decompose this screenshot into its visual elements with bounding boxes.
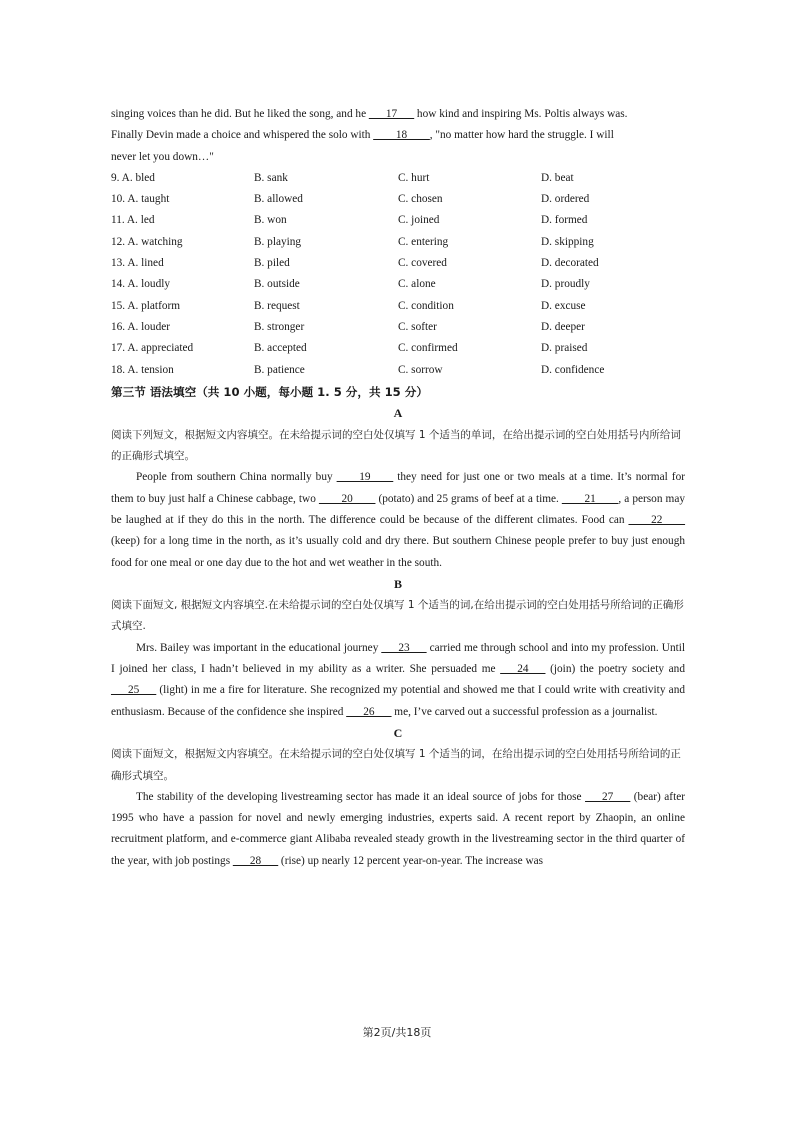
passage-text: , a person may be laughed at if they do this in the north. The difference could be because of the different climates. Food can xyxy=(111,492,685,526)
option-cell: 14. A. loudly xyxy=(111,278,170,291)
option-row xyxy=(111,189,685,210)
option-row xyxy=(111,232,685,253)
option-cell: D. formed xyxy=(541,214,588,227)
option-cell: B. allowed xyxy=(254,193,303,206)
passage-text: carried me through school and into my profession. Until I joined her class, I hadn’t believed in my ability as a writer. She persuaded me xyxy=(111,641,686,676)
option-cell: 11. A. led xyxy=(111,214,155,227)
passage-text: (bear) after 1995 who have a passion for novel and newly emerging industries, experts said. A recent report by Zhaopin, an online recruitment platform, and e-commerce giant Alibaba revealed steady growth in the livestreaming sector in the third quarter of the year, with job postings xyxy=(111,790,685,867)
option-cell: D. confidence xyxy=(541,363,605,376)
passage-text: The stability of the developing livestreaming sector has made it an ideal source of jobs for those xyxy=(136,790,586,803)
passage-b-text xyxy=(111,638,685,723)
option-cell: 13. A. lined xyxy=(111,257,164,270)
intro-line-2 xyxy=(111,125,685,146)
option-cell: B. request xyxy=(254,299,300,312)
option-cell: D. praised xyxy=(541,342,588,355)
option-cell: C. alone xyxy=(398,278,436,291)
intro-text: Finally Devin made a choice and whispered the solo with xyxy=(111,129,374,142)
option-cell: 15. A. platform xyxy=(111,299,181,312)
option-row xyxy=(111,168,685,189)
passage-a-text xyxy=(111,467,685,573)
passage-text: People from southern China normally buy xyxy=(136,471,337,484)
option-cell: C. softer xyxy=(398,320,437,333)
blank-25[interactable]: ___25___ xyxy=(111,684,157,697)
passage-text: (rise) up nearly 12 percent year-on-year. The increase was xyxy=(278,854,544,867)
option-cell: C. condition xyxy=(398,299,454,312)
option-cell: B. playing xyxy=(254,235,302,248)
blank-26[interactable]: ___26___ xyxy=(346,705,392,718)
passage-text: (light) in me a fire for literature. She recognized my potential and showed me that I could write with creativity and enthusiasm. Because of the confidence she inspired xyxy=(111,684,685,718)
blank-27[interactable]: ___27___ xyxy=(585,790,631,803)
option-row xyxy=(111,253,685,274)
passage-c-label: C xyxy=(393,725,403,740)
intro-line-1 xyxy=(111,104,685,125)
passage-b-instructions: 阅读下面短文, 根据短文内容填空.在未给提示词的空白处仅填写 1 个适当的词,在给出提示词的空白处用括号所给词的正确形式填空. xyxy=(111,599,684,633)
passage-a-label: A xyxy=(393,406,403,421)
option-cell: C. chosen xyxy=(398,193,443,206)
option-cell: B. stronger xyxy=(254,320,305,333)
passage-c-instructions: 阅读下面短文，根据短文内容填空。在未给提示词的空白处仅填写 1 个适当的词，在给出提示词的空白处用括号所给词的正确形式填空。 xyxy=(111,748,681,782)
option-cell: C. confirmed xyxy=(398,342,458,355)
passage-text: they need for just one or two meals at a time. It’s normal for them to buy just half a Chinese cabbage, two xyxy=(111,471,685,505)
option-cell: C. hurt xyxy=(398,171,430,184)
intro-text: how kind and inspiring Ms. Poltis always was. xyxy=(414,108,628,120)
passage-text: (keep) for a long time in the north, as it’s usually cold and dry there. But southern Chinese people prefer to buy just enough food for one meal or one day due to the hot and wet weather in the south. xyxy=(111,535,685,569)
option-cell: B. won xyxy=(254,214,287,227)
option-cell: C. sorrow xyxy=(398,363,443,376)
blank-23[interactable]: ___23___ xyxy=(381,641,427,654)
blank-17[interactable]: ___17___ xyxy=(368,108,415,120)
option-cell: B. accepted xyxy=(254,342,307,355)
passage-c-text xyxy=(111,787,685,872)
passage-a-instructions: 阅读下列短文，根据短文内容填空。在未给提示词的空白处仅填写 1 个适当的单词，在给出提示词的空白处用括号内所给词的正确形式填空。 xyxy=(111,428,681,463)
option-cell: D. decorated xyxy=(541,257,599,270)
blank-28[interactable]: ___28___ xyxy=(232,854,279,867)
option-cell: D. ordered xyxy=(541,193,590,206)
blank-22[interactable]: ____22____ xyxy=(628,513,685,526)
option-cell: C. entering xyxy=(398,235,449,248)
option-cell: D. skipping xyxy=(541,235,594,248)
option-cell: D. proudly xyxy=(541,278,590,291)
blank-19[interactable]: ____19____ xyxy=(336,471,394,484)
option-cell: 12. A. watching xyxy=(111,235,183,248)
passage-b-label: B xyxy=(393,576,402,591)
option-cell: B. patience xyxy=(254,363,305,376)
option-cell: B. outside xyxy=(254,278,300,291)
option-row xyxy=(111,274,685,295)
option-cell: 16. A. louder xyxy=(111,320,170,333)
option-cell: 17. A. appreciated xyxy=(111,342,194,355)
options-table xyxy=(111,168,685,381)
blank-21[interactable]: ____21____ xyxy=(561,492,619,505)
option-cell: D. excuse xyxy=(541,299,586,312)
intro-text: , "no matter how hard the struggle. I will xyxy=(429,129,614,142)
document-page xyxy=(111,104,685,872)
option-cell: B. sank xyxy=(254,171,288,184)
blank-18[interactable]: ____18____ xyxy=(373,129,430,142)
page-footer: 第2页/共18页 xyxy=(362,1026,432,1039)
option-cell: 9. A. bled xyxy=(111,171,155,184)
passage-text: Mrs. Bailey was important in the educational journey xyxy=(136,641,382,654)
blank-20[interactable]: ____20____ xyxy=(318,492,376,505)
option-cell: 10. A. taught xyxy=(111,193,170,206)
passage-text: me, I’ve carved out a successful profession as a journalist. xyxy=(391,705,658,718)
passage-text: (potato) and 25 grams of beef at a time. xyxy=(375,492,562,505)
option-cell: D. beat xyxy=(541,171,574,184)
option-cell: B. piled xyxy=(254,257,290,270)
section-3-title: 第三节 语法填空（共 10 小题，每小题 1. 5 分，共 15 分） xyxy=(111,384,428,399)
option-cell: 18. A. tension xyxy=(111,363,174,376)
option-cell: D. deeper xyxy=(541,320,585,333)
option-cell: C. covered xyxy=(398,257,447,270)
passage-text: (join) the poetry society and xyxy=(545,663,685,676)
option-row xyxy=(111,360,685,381)
option-cell: C. joined xyxy=(398,214,440,227)
blank-24[interactable]: ___24___ xyxy=(500,663,546,676)
intro-text: singing voices than he did. But he liked the song, and he xyxy=(111,108,369,120)
option-row xyxy=(111,210,685,231)
option-row xyxy=(111,296,685,317)
option-row xyxy=(111,317,685,338)
intro-line-3: never let you down…" xyxy=(111,150,214,163)
option-row xyxy=(111,338,685,359)
